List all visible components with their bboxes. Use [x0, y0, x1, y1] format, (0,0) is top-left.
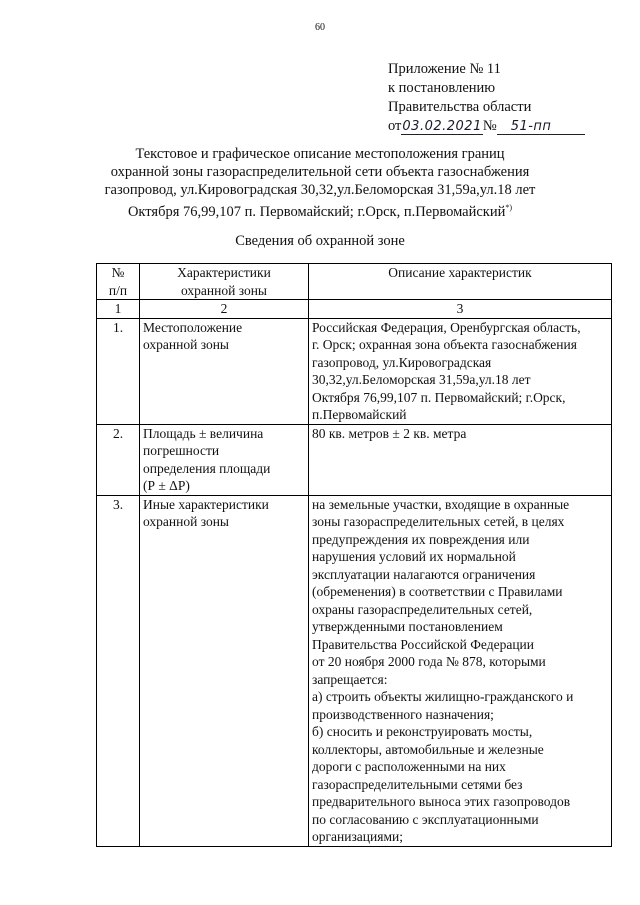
- title-line-1: Текстовое и графическое описание местоположения границ: [135, 146, 505, 162]
- cell-line: охраны газораспределительных сетей,: [312, 601, 533, 617]
- title-line-2: охранной зоны газораспределительной сети объекта газоснабжения: [110, 164, 530, 180]
- cell-line: Иные характеристики: [143, 496, 269, 512]
- row-number: 3.: [97, 495, 140, 846]
- cell-line: предупреждения их повреждения или: [312, 531, 530, 547]
- cell-line: по согласованию с эксплуатационными: [312, 811, 539, 827]
- column-number-3: 3: [309, 300, 612, 319]
- row-characteristic: [140, 495, 309, 846]
- cell-line: газопровод, ул.Кировоградская: [312, 354, 492, 370]
- cell-line: Местоположение: [143, 319, 243, 335]
- cell-line: Площадь ± величина: [143, 425, 264, 441]
- row-description: [309, 495, 612, 846]
- cell-line: коллекторы, автомобильные и железные: [312, 741, 544, 757]
- cell-line: охранной зоны: [143, 514, 230, 529]
- cell-line: а) строить объекты жилищно-гражданского и: [312, 689, 574, 704]
- cell-line: утвержденными постановлением: [312, 619, 503, 634]
- table-header-row: [97, 264, 612, 300]
- section-heading: Сведения об охранной зоне: [235, 233, 405, 249]
- cell-line: г. Орск; охранная зона объекта газоснабжения: [312, 337, 577, 352]
- cell-line: организациями;: [312, 829, 403, 844]
- column-number-1: 1: [97, 300, 140, 319]
- header-description: Описание характеристик: [309, 264, 612, 300]
- cell-line: эксплуатации налагаются ограничения: [312, 566, 536, 582]
- cell-line: от 20 ноября 2000 года № 878, которыми: [312, 654, 546, 669]
- header-number: [97, 264, 140, 300]
- cell-line: (Р ± ΔР): [143, 478, 190, 493]
- cell-line: дороги с расположенными на них: [312, 759, 506, 774]
- cell-line: Октября 76,99,107 п. Первомайский; г.Орск,: [312, 389, 566, 405]
- cell-line: на земельные участки, входящие в охранные: [312, 496, 570, 512]
- cell-line: 80 кв. метров ± 2 кв. метра: [312, 425, 467, 441]
- appendix-line-2: к постановлению: [388, 80, 496, 96]
- cell-line: (обременения) в соответствии с Правилами: [312, 584, 563, 599]
- page-number: 60: [315, 22, 325, 33]
- cell-line: газораспределительными сетями без: [312, 776, 523, 792]
- table-row: [97, 424, 612, 495]
- cell-line: запрещается:: [312, 671, 388, 687]
- header-number-line-2: п/п: [108, 282, 128, 298]
- cell-line: Российская Федерация, Оренбургская область,: [312, 319, 581, 335]
- row-description: [309, 318, 612, 424]
- cell-line: п.Первомайский: [312, 407, 407, 422]
- appendix-line-1: Приложение № 11: [388, 61, 501, 77]
- row-description: [309, 424, 612, 495]
- cell-line: производственного назначения;: [312, 706, 494, 722]
- zone-info-table: [96, 263, 612, 847]
- cell-line: Правительства Российской Федерации: [312, 636, 534, 652]
- table-row: [97, 495, 612, 846]
- appendix-line-3: Правительства области: [388, 99, 532, 115]
- cell-line: определения площади: [143, 460, 271, 476]
- column-number-2: 2: [140, 300, 309, 319]
- table-row: [97, 318, 612, 424]
- column-number-row: [97, 300, 612, 319]
- header-number-line-1: №: [111, 265, 125, 280]
- title-line-4-text: Октября 76,99,107 п. Первомайский; г.Орск, п.Первомайский: [127, 203, 506, 220]
- cell-line: 30,32,ул.Беломорская 31,59а,ул.18 лет: [312, 372, 531, 387]
- row-number: 1.: [97, 318, 140, 424]
- row-number: 2.: [97, 424, 140, 495]
- from-label: от: [388, 118, 402, 134]
- cell-line: зоны газораспределительных сетей, в целях: [312, 514, 565, 529]
- cell-line: охранной зоны: [143, 337, 230, 352]
- header-characteristic-line-1: Характеристики: [177, 265, 271, 280]
- cell-line: нарушения условий их нормальной: [312, 549, 516, 564]
- row-characteristic: [140, 318, 309, 424]
- row-characteristic: [140, 424, 309, 495]
- cell-line: погрешности: [143, 443, 220, 458]
- title-line-3: газопровод, ул.Кировоградская 30,32,ул.Беломорская 31,59а,ул.18 лет: [104, 182, 536, 198]
- number-label: №: [482, 118, 497, 134]
- header-characteristic-line-2: охранной зоны: [180, 282, 267, 298]
- appendix-block: [388, 60, 585, 136]
- handwritten-date: 03.02.2021: [402, 119, 482, 134]
- cell-line: б) сносить и реконструировать мосты,: [312, 724, 533, 739]
- title-line-4: [90, 199, 550, 221]
- cell-line: предварительного выноса этих газопроводов: [312, 794, 571, 809]
- appendix-date-line: [388, 117, 585, 136]
- document-title: [90, 145, 550, 221]
- footnote-mark: *): [505, 203, 513, 212]
- header-characteristic: [140, 264, 309, 300]
- handwritten-number: 51-пп: [497, 119, 585, 135]
